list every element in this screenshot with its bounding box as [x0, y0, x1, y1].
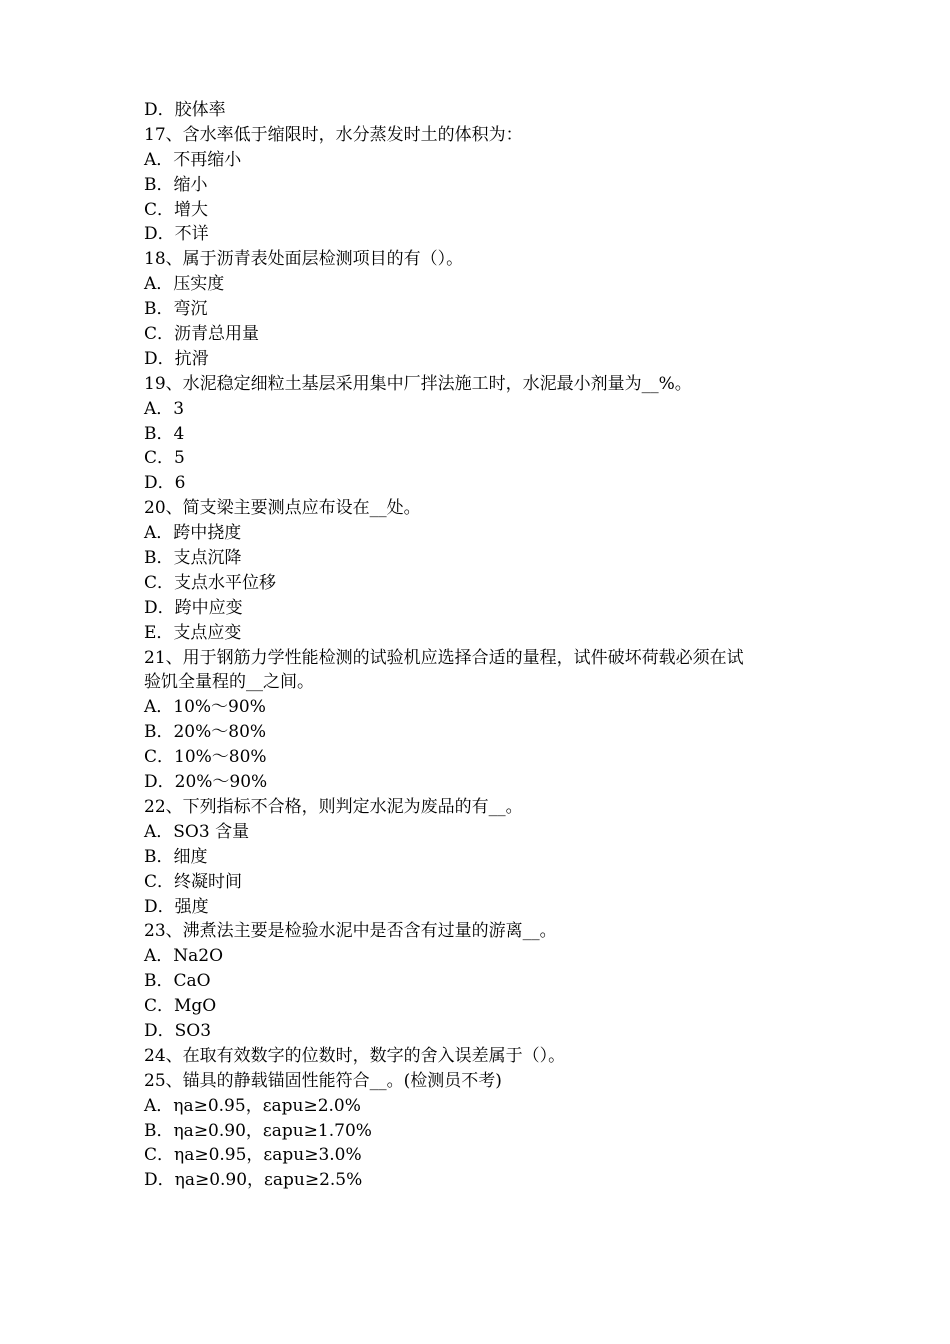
text-line: 18、属于沥青表处面层检测项目的有（）。: [144, 249, 464, 270]
text-line: A．跨中挠度: [144, 523, 242, 544]
text-line: 17、含水率低于缩限时，水分蒸发时土的体积为：: [144, 124, 523, 145]
text-line: A．3: [144, 398, 185, 419]
text-line: A．不再缩小: [144, 149, 242, 170]
text-line: 验饥全量程的__之间。: [144, 672, 314, 693]
text-line: C．支点水平位移: [144, 572, 277, 593]
text-line: 20、简支梁主要测点应布设在__处。: [144, 498, 421, 519]
text-line: A．10%～90%: [144, 697, 266, 718]
text-line: C．5: [144, 448, 185, 469]
text-line: 24、在取有效数字的位数时，数字的舍入误差属于（）。: [144, 1045, 566, 1066]
text-line: A．压实度: [144, 274, 225, 295]
text-line: B．支点沉降: [144, 548, 242, 569]
text-line: C．终凝时间: [144, 871, 243, 892]
text-line: B．细度: [144, 846, 208, 867]
text-line: E．支点应变: [144, 622, 242, 643]
text-line: 19、水泥稳定细粒土基层采用集中厂拌法施工时，水泥最小剂量为__%。: [144, 373, 692, 394]
text-line: B．弯沉: [144, 299, 208, 320]
text-line: D．强度: [144, 896, 209, 917]
text-line: 22、下列指标不合格，则判定水泥为废品的有__。: [144, 796, 523, 817]
text-line: C．沥青总用量: [144, 324, 260, 345]
text-line: D．SO3: [144, 1020, 212, 1041]
text-line: 23、沸煮法主要是检验水泥中是否含有过量的游离__。: [144, 921, 557, 942]
text-line: D．ηa≥0.90，εapu≥2.5%: [144, 1170, 363, 1191]
text-line: 21、用于钢筋力学性能检测的试验机应选择合适的量程，试件破坏荷载必须在试: [144, 647, 744, 668]
text-line: D．20%～90%: [144, 772, 268, 793]
text-line: B．CaO: [144, 971, 211, 992]
text-line: C．增大: [144, 199, 209, 220]
text-line: D．不详: [144, 224, 209, 245]
text-line: C．10%～80%: [144, 747, 267, 768]
text-line: D．抗滑: [144, 348, 209, 369]
text-line: C．MgO: [144, 996, 217, 1017]
text-line: A．ηa≥0.95，εapu≥2.0%: [144, 1095, 361, 1116]
text-line: B．ηa≥0.90，εapu≥1.70%: [144, 1120, 372, 1141]
text-line: D．跨中应变: [144, 597, 243, 618]
text-line: 25、锚具的静载锚固性能符合__。(检测员不考): [144, 1070, 502, 1091]
text-line: B．4: [144, 423, 185, 444]
text-line: D．胶体率: [144, 100, 226, 120]
document-body: [144, 98, 824, 1193]
text-line: B．20%～80%: [144, 722, 267, 743]
text-line: A．SO3 含量: [144, 821, 250, 842]
text-line: D．6: [144, 473, 186, 494]
text-line: B．缩小: [144, 174, 208, 195]
text-line: C．ηa≥0.95，εapu≥3.0%: [144, 1145, 362, 1166]
text-line: A．Na2O: [144, 946, 224, 967]
